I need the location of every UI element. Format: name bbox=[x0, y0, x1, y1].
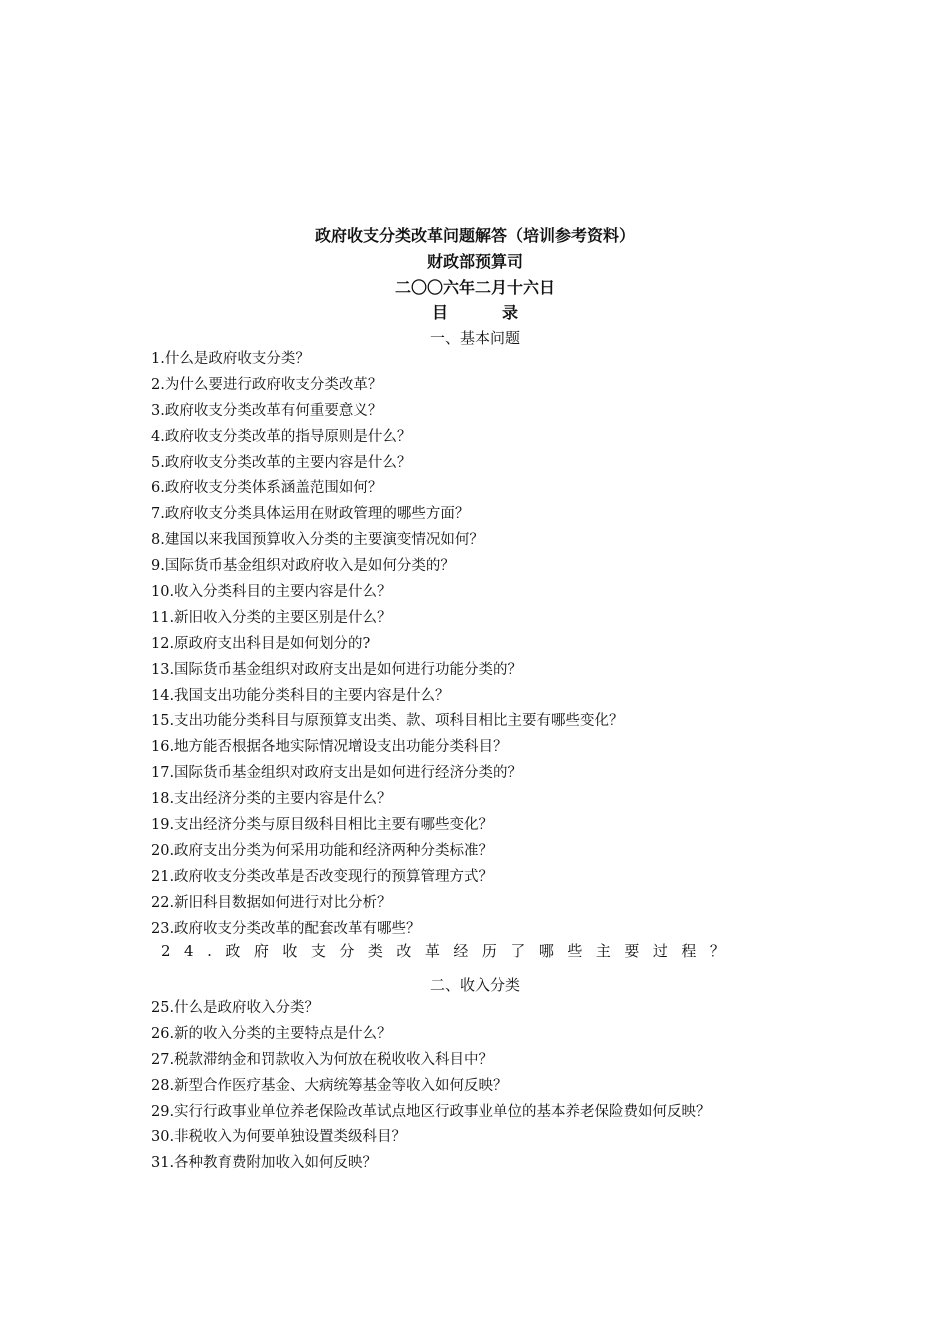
toc-item: 11.新旧收入分类的主要区别是什么？ bbox=[151, 609, 392, 626]
toc-item: 23.政府收支分类改革的配套改革有哪些？ bbox=[151, 920, 421, 937]
toc-item: 10.收入分类科目的主要内容是什么？ bbox=[151, 584, 392, 601]
toc-item: 28.新型合作医疗基金、大病统筹基金等收入如何反映？ bbox=[151, 1077, 508, 1094]
toc-item: 7.政府收支分类具体运用在财政管理的哪些方面？ bbox=[151, 506, 470, 523]
toc-item: 16.地方能否根据各地实际情况增设支出功能分类科目？ bbox=[151, 739, 508, 756]
toc-item: 2.为什么要进行政府收支分类改革？ bbox=[151, 376, 383, 393]
section-heading-revenue: 二、收入分类 bbox=[429, 976, 520, 994]
toc-item: 19.支出经济分类与原目级科目相比主要有哪些变化？ bbox=[151, 817, 494, 834]
toc-item: 4.政府收支分类改革的指导原则是什么？ bbox=[151, 428, 412, 445]
toc-item: 22.新旧科目数据如何进行对比分析？ bbox=[151, 894, 392, 911]
toc-item-spaced: 24.政府收支分类改革经历了哪些主要过程？ bbox=[161, 942, 739, 960]
toc-item: 5.政府收支分类改革的主要内容是什么？ bbox=[151, 454, 412, 471]
toc-item: 18.支出经济分类的主要内容是什么？ bbox=[151, 791, 392, 808]
toc-item: 25.什么是政府收入分类？ bbox=[151, 1000, 320, 1016]
toc-item: 31.各种教育费附加收入如何反映？ bbox=[151, 1155, 378, 1172]
toc-item: 15.支出功能分类科目与原预算支出类、款、项科目相比主要有哪些变化？ bbox=[151, 713, 624, 730]
section-heading-basic: 一、基本问题 bbox=[429, 329, 520, 347]
toc-item: 13.国际货币基金组织对政府支出是如何进行功能分类的？ bbox=[151, 661, 523, 678]
toc-list-basic bbox=[151, 347, 811, 942]
issuing-organization: 财政部预算司 bbox=[426, 252, 523, 271]
toc-item: 30.非税收入为何要单独设置类级科目？ bbox=[151, 1129, 407, 1146]
toc-item: 9.国际货币基金组织对政府收入是如何分类的？ bbox=[151, 558, 455, 575]
toc-item: 20.政府支出分类为何采用功能和经济两种分类标准？ bbox=[151, 842, 494, 859]
document-title: 政府收支分类改革问题解答（培训参考资料） bbox=[314, 226, 635, 245]
toc-item: 8.建国以来我国预算收入分类的主要演变情况如何？ bbox=[151, 532, 484, 549]
toc-item: 26.新的收入分类的主要特点是什么？ bbox=[151, 1025, 392, 1042]
toc-heading: 目录 bbox=[431, 303, 572, 322]
document-date: 二〇〇六年二月十六日 bbox=[394, 278, 555, 297]
toc-item: 3.政府收支分类改革有何重要意义？ bbox=[151, 402, 383, 419]
toc-item: 17.国际货币基金组织对政府支出是如何进行经济分类的？ bbox=[151, 765, 523, 782]
toc-item: 1.什么是政府收支分类？ bbox=[151, 351, 310, 367]
toc-list-revenue bbox=[151, 996, 811, 1177]
toc-item: 14.我国支出功能分类科目的主要内容是什么？ bbox=[151, 687, 450, 704]
toc-item: 6.政府收支分类体系涵盖范围如何？ bbox=[151, 480, 383, 497]
toc-item: 29.实行行政事业单位养老保险改革试点地区行政事业单位的基本养老保险费如何反映？ bbox=[151, 1103, 711, 1120]
toc-item: 12.原政府支出科目是如何划分的? bbox=[151, 635, 371, 652]
toc-item: 21.政府收支分类改革是否改变现行的预算管理方式？ bbox=[151, 868, 494, 885]
toc-item: 27.税款滞纳金和罚款收入为何放在税收收入科目中？ bbox=[151, 1051, 494, 1068]
